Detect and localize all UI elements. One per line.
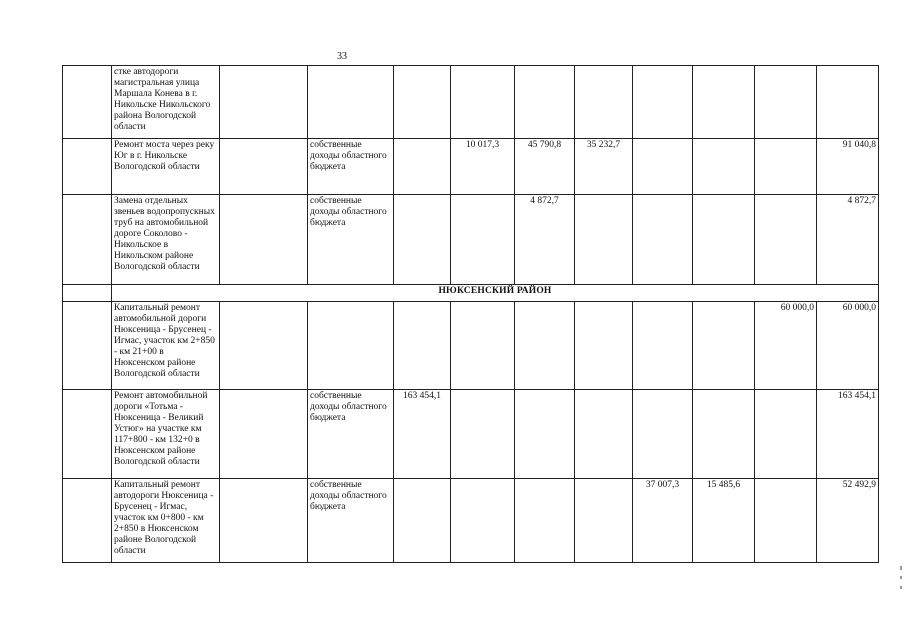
value-cell [693,139,755,195]
value-cell [633,302,693,390]
index-cell [63,195,112,285]
funding-source [308,66,394,139]
table-row [63,195,879,285]
funding-source [308,302,394,390]
total-cell: 4 872,7 [817,195,879,285]
table-row [63,479,879,563]
value-cell [693,390,755,479]
value-cell [633,139,693,195]
scan-edge-mark [900,576,902,579]
index-cell [63,285,112,302]
value-cell: 35 232,7 [575,139,633,195]
object-name: Замена отдельных звеньев водопропускных труб на автомобильной дороге Соколово - Никольское в Никольском районе Вологодской области [112,195,220,285]
table-row [63,66,879,139]
funding-source: собственные доходы областного бюджета [308,139,394,195]
value-cell: 10 017,3 [451,139,515,195]
budget-table [62,65,879,563]
table-row [63,390,879,479]
funding-source: собственные доходы областного бюджета [308,195,394,285]
value-cell [575,66,633,139]
value-cell: 45 790,8 [515,139,575,195]
value-cell [394,195,451,285]
value-cell [693,195,755,285]
value-cell [394,479,451,563]
value-cell [633,390,693,479]
value-cell: 15 485,6 [693,479,755,563]
value-cell [515,390,575,479]
index-cell [63,302,112,390]
total-cell: 60 000,0 [817,302,879,390]
value-cell [451,195,515,285]
funding-source: собственные доходы областного бюджета [308,479,394,563]
value-cell: 163 454,1 [394,390,451,479]
table-row [63,302,879,390]
total-cell: 52 492,9 [817,479,879,563]
value-cell [515,302,575,390]
value-cell [755,66,817,139]
value-cell [693,66,755,139]
scan-edge-mark [900,566,902,570]
value-cell [451,390,515,479]
total-cell: 91 040,8 [817,139,879,195]
value-cell [633,195,693,285]
object-name: стке автодороги магистральная улица Маршала Конева в г. Никольске Никольского района Вологодской области [112,66,220,139]
value-cell [451,479,515,563]
index-cell [63,479,112,563]
value-cell: 37 007,3 [633,479,693,563]
value-cell [633,66,693,139]
value-cell [394,139,451,195]
value-cell [693,302,755,390]
object-name: Капитальный ремонт автодороги Нюксеница - Брусенец - Игмас, участок км 0+800 - км 2+850 в Нюксенском районе Вологодской области [112,479,220,563]
index-cell [63,390,112,479]
empty-cell [220,66,308,139]
section-row [63,285,879,302]
object-name: Ремонт моста через реку Юг в г. Никольске Вологодской области [112,139,220,195]
value-cell: 60 000,0 [755,302,817,390]
total-cell [817,66,879,139]
value-cell [575,390,633,479]
index-cell [63,139,112,195]
object-name: Капитальный ремонт автомобильной дороги Нюксеница - Брусенец - Игмас, участок км 2+850 - км 21+00 в Нюксенском районе Вологодской области [112,302,220,390]
value-cell [394,66,451,139]
value-cell [451,302,515,390]
value-cell [575,479,633,563]
empty-cell [220,302,308,390]
value-cell [755,195,817,285]
empty-cell [220,390,308,479]
index-cell [63,66,112,139]
value-cell [755,139,817,195]
total-cell: 163 454,1 [817,390,879,479]
object-name: Ремонт автомобильной дороги «Тотьма - Нюксеница - Великий Устюг» на участке км 117+800 - км 132+0 в Нюксенском районе Вологодской области [112,390,220,479]
empty-cell [220,195,308,285]
value-cell: 4 872,7 [515,195,575,285]
value-cell [394,302,451,390]
value-cell [515,479,575,563]
value-cell [575,302,633,390]
value-cell [755,479,817,563]
value-cell [451,66,515,139]
table-row [63,139,879,195]
funding-source: собственные доходы областного бюджета [308,390,394,479]
empty-cell [220,139,308,195]
value-cell [755,390,817,479]
value-cell [575,195,633,285]
page-number: 33 [337,51,347,62]
section-title: НЮКСЕНСКИЙ РАЙОН [112,285,879,302]
scan-edge-mark [900,586,902,589]
value-cell [515,66,575,139]
empty-cell [220,479,308,563]
